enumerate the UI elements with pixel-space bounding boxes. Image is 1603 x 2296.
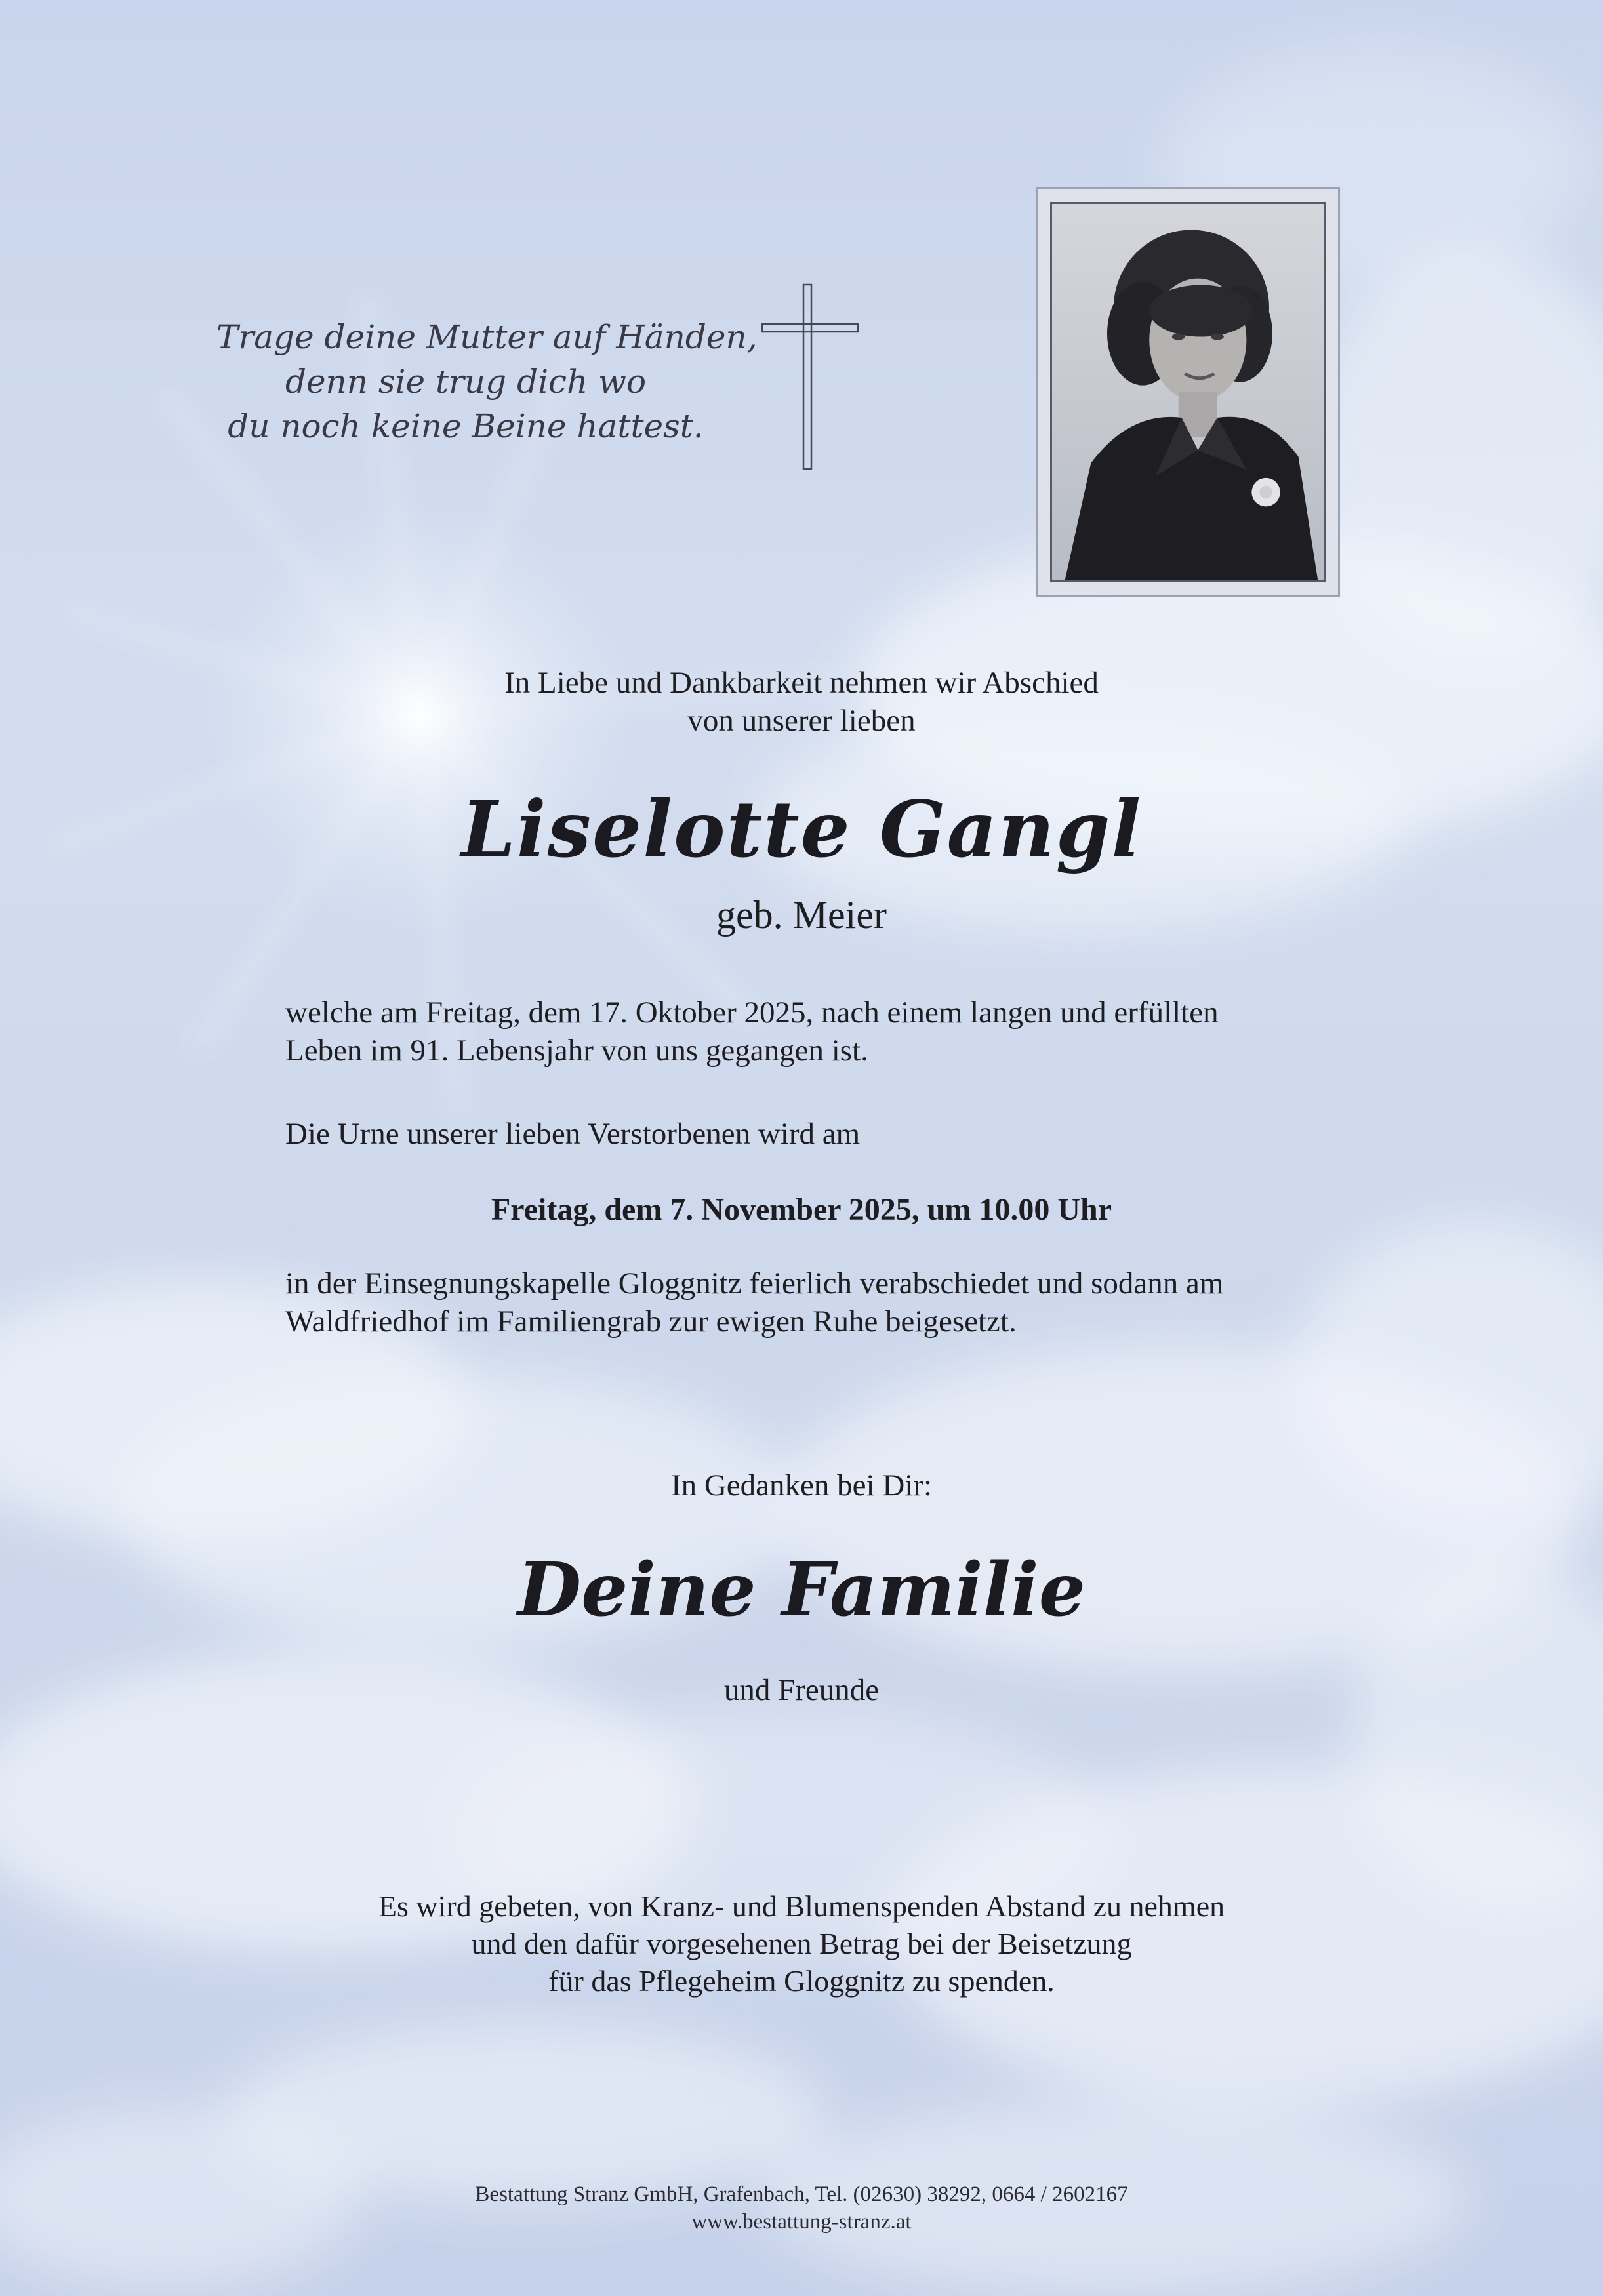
funeral-home-footer [0, 2181, 1603, 2236]
thoughts-text: In Gedanken bei Dir: [670, 1468, 933, 1502]
ceremony-date: Freitag, dem 7. November 2025, um 10.00 Uhr [491, 1192, 1112, 1227]
funeral-home-contact: Bestattung Stranz GmbH, Grafenbach, Tel. (02630) 38292, 0664 / 2602167 [475, 2183, 1128, 2206]
donation-request-line-3: für das Pflegeheim Gloggnitz zu spenden. [548, 1964, 1055, 1998]
donation-request-line-2: und den dafür vorgesehenen Betrag bei der Beisetzung [471, 1927, 1132, 1960]
portrait-frame [1036, 187, 1340, 597]
burial-paragraph [285, 1264, 1338, 1340]
urn-notice-line: Die Urne unserer lieben Verstorbenen wird am [285, 1117, 861, 1151]
death-notice-paragraph [285, 994, 1338, 1070]
burial-line-1: in der Einsegnungskapelle Gloggnitz feierlich verabschiedet und sodann am [285, 1266, 1224, 1300]
portrait-photo [1050, 202, 1326, 582]
death-notice-line-2: Leben im 91. Lebensjahr von uns gegangen ist. [285, 1034, 868, 1068]
portrait-illustration [1052, 204, 1324, 580]
death-notice-line-1: welche am Freitag, dem 17. Oktober 2025, nach einem langen und erfüllten [285, 996, 1219, 1030]
intro-text [0, 664, 1603, 740]
deceased-name: Liselotte Gangl [460, 784, 1143, 875]
family-signature: Deine Familie [517, 1547, 1086, 1633]
funeral-home-website: www.bestattung-stranz.at [691, 2210, 912, 2234]
urn-notice-paragraph [285, 1115, 1338, 1153]
motto-line-2: denn sie trug dich wo [285, 363, 647, 401]
birth-name: geb. Meier [716, 893, 887, 937]
motto-quote [216, 315, 758, 449]
motto-line-1: Trage deine Mutter auf Händen, [216, 318, 758, 356]
donation-request-line-1: Es wird gebeten, von Kranz- und Blumenspenden Abstand zu nehmen [378, 1889, 1225, 1923]
friends-text: und Freunde [723, 1673, 880, 1707]
intro-line-2: von unserer lieben [687, 704, 916, 738]
burial-line-2: Waldfriedhof im Familiengrab zur ewigen Ruhe beigesetzt. [285, 1304, 1017, 1339]
cross-icon [761, 283, 859, 470]
intro-line-1: In Liebe und Dankbarkeit nehmen wir Abschied [504, 666, 1099, 700]
motto-line-3: du noch keine Beine hattest. [228, 407, 704, 445]
donation-request [0, 1887, 1603, 2000]
